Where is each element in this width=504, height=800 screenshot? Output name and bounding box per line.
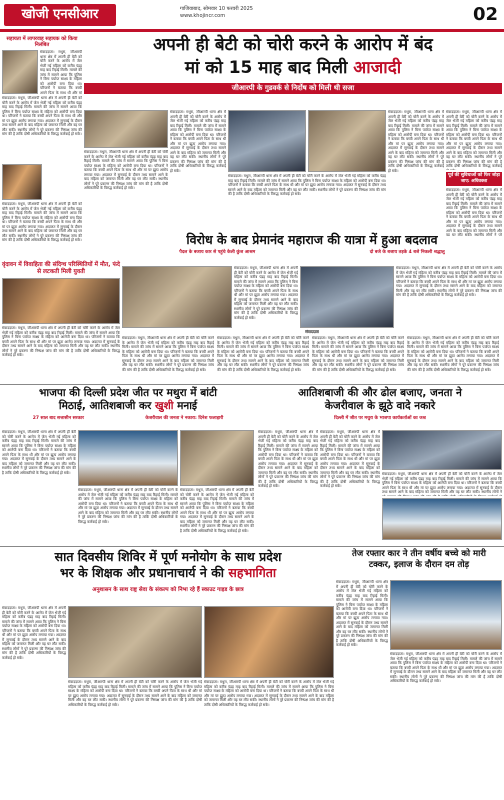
lead-text-5: संवाददाता। मथुरा, जीआरपी थाना क्षेत्र में अपनी ही बेटी को चोरी करने के आरोप में जेल भेजी गई महिला को करीब पंद्रह माह बाद रिहाई मिली। मामले की जांच में सामने आया कि पुलिस ने बिना पर्याप्त साक्ष्य के महिला को आरोपी बना दिया था। परिजनों ने बताया कि बच्ची अपने पिता के साथ थी और मां पर झूठा आरोप लगाया गया। अदालत में सुनवाई के दौरान तथ्य सामने आने के बाद महिला को जमानत मिली और वह घर लौट सकी। स्थानीय लोगों ने पूरे प्रकरण की निष्पक्ष जांच की मांग की है ताकि दोषी अधिकारियों के विरुद्ध कार्रवाई <box>446 110 502 168</box>
left-column <box>2 36 82 258</box>
right-col-head: पूर्व की सुविधाओं को फिर जोड़ा जाए: अधिवक्ता <box>446 172 502 186</box>
story6-body <box>336 580 502 798</box>
story3-head <box>2 387 254 427</box>
story5-head <box>2 549 334 603</box>
sidebar-photo <box>2 50 38 94</box>
story3-headline-1: भाजपा की दिल्ली प्रदेश जीत पर मथुरा में बांटी <box>39 387 217 399</box>
sidebar-photo-2 <box>2 164 42 200</box>
story3-headline-2 <box>2 400 254 413</box>
lead-headline-2-black: मां को 15 माह बाद मिली <box>184 58 348 78</box>
lead-headline-2 <box>84 56 502 80</box>
story6-headline-2: टक्कर, इलाज के दौरान दम तोड़ <box>368 560 470 570</box>
story4-headline-2: केजरीवाल के झूठे वादे नकारे <box>324 400 436 412</box>
story3-headline-2-black: मिठाई, आतिशबाजी कर <box>58 400 152 412</box>
story2-photo-1 <box>122 266 232 328</box>
story4-head <box>258 387 502 427</box>
story6-text-2: संवाददाता। मथुरा, जीआरपी थाना क्षेत्र में अपनी ही बेटी को चोरी करने के आरोप में जेल भेजी गई महिला को करीब पंद्रह माह बाद रिहाई मिली। मामले की जांच में सामने आया कि पुलिस ने बिना पर्याप्त साक्ष्य के महिला को आरोपी बना दिया था। परिजनों ने बताया कि बच्ची अपने पिता के साथ थी और मां पर झूठा आरोप लगाया गया। अदालत में सुनवाई के दौरान तथ्य सामने आने के बाद महिला को जमानत मिली और वह घर लौट सकी। स्थानीय लोगों ने पूरे प्रकरण की निष्पक्ष जांच की मांग की है ताकि दोषी अधिकारियों के विरुद्ध कार्रवाई हो सके। <box>390 652 502 683</box>
story4-photo-1 <box>382 430 502 470</box>
story5-headline-1: सात दिवसीय शिविर में पूर्ण मनोयोग के साथ प्रदेश <box>54 549 282 564</box>
story6-photo <box>390 580 502 650</box>
story4-text-2: संवाददाता। मथुरा, जीआरपी थाना क्षेत्र में अपनी ही बेटी को चोरी करने के आरोप में जेल भेजी गई महिला को करीब पंद्रह माह बाद रिहाई मिली। मामले की जांच में सामने आया कि पुलिस ने बिना पर्याप्त साक्ष्य के महिला को आरोपी बना दिया था। परिजनों ने बताया कि बच्ची अपने पिता के साथ थी और मां पर झूठा आरोप लगाया गया। अदालत में सुनवाई के दौरान तथ्य सामने आने के बाद महिला को जमानत मिली और वह घर लौट सकी। स्थानीय लोगों ने पूरे प्रकरण की निष्पक्ष जांच की मांग की है ताकि दोषी अधिकारियों के विरुद्ध कार्रवाई हो सके। <box>320 430 380 488</box>
side-story-text: संवाददाता। मथुरा, जीआरपी थाना क्षेत्र में अपनी ही बेटी को चोरी करने के आरोप में जेल भेजी गई महिला को करीब पंद्रह माह बाद रिहाई मिली। मामले की जांच में सामने आया कि पुलिस ने बिना पर्याप्त साक्ष्य के महिला को आरोपी बना दिया था। परिजनों ने बताया कि बच्ची अपने पिता के साथ थी और मां पर झूठा आरोप लगाया गया। अदालत में सुनवाई के दौरान तथ्य सामने आने के बाद महिला को जमानत मिली और वह घर लौट सकी। स्थानीय लोगों ने पूरे प्रकरण की निष्पक्ष जांच की मांग की है ताकि दोषी अधिकारियों के विरुद्ध कार्रवाई हो सके। <box>2 326 120 357</box>
lead-text-6: संवाददाता। मथुरा, जीआरपी थाना क्षेत्र में अपनी ही बेटी को चोरी करने के आरोप में जेल भेजी गई महिला को करीब पंद्रह माह बाद रिहाई मिली। मामले की जांच में सामने आया कि पुलिस ने बिना पर्याप्त साक्ष्य के महिला को आरोपी बना दिया था। परिजनों ने बताया कि बच्ची अपने पिता के साथ थी और मां पर झूठा आरोप लगाया गया। अदालत में सुनवाई के दौरान तथ्य सामने आने के बाद महिला को जमानत मिली और वह घर लौट सकी। स्थानीय लोगों ने पूरे <box>446 188 502 236</box>
section-divider-2 <box>0 546 504 547</box>
lead-headline-block <box>84 34 502 108</box>
story3-headline-2-red: खुशी <box>155 400 174 412</box>
sidebar-headline: सहायता में लापरवाह सहायक को किया निलंबित <box>6 36 78 48</box>
lead-headline-2-red: आजादी <box>353 58 402 78</box>
story5-headline-2-red: सहभागिता <box>228 565 277 580</box>
story2-sub-2: दो बजे के बजाय तड़के 4 बजे निकली श्रद्धालु <box>369 250 445 255</box>
story4-body <box>258 430 502 542</box>
story3-text-1: संवाददाता। मथुरा, जीआरपी थाना क्षेत्र में अपनी ही बेटी को चोरी करने के आरोप में जेल भेजी गई महिला को करीब पंद्रह माह बाद रिहाई मिली। मामले की जांच में सामने आया कि पुलिस ने बिना पर्याप्त साक्ष्य के महिला को आरोपी बना दिया था। परिजनों ने बताया कि बच्ची अपने पिता के साथ थी और मां पर झूठा आरोप लगाया गया। अदालत में सुनवाई के दौरान तथ्य सामने आने के बाद महिला को जमानत मिली और वह घर लौट सकी। स्थानीय लोगों ने पूरे प्रकरण की निष्पक्ष जांच की मांग की है ताकि दोषी अधिकारियों के विरुद्ध कार्रवाई हो सके। <box>2 430 76 475</box>
story4-headline-1: आतिशबाजी की और ढोल बजाए, जनता ने <box>298 387 462 399</box>
story3-text-3: संवाददाता। मथुरा, जीआरपी थाना क्षेत्र में अपनी ही बेटी को चोरी करने के आरोप में जेल भेजी गई महिला को करीब पंद्रह माह बाद रिहाई मिली। मामले की जांच में सामने आया कि पुलिस ने बिना पर्याप्त साक्ष्य के महिला को आरोपी बना दिया था। परिजनों ने बताया कि बच्ची अपने पिता के साथ थी और मां पर झूठा आरोप लगाया गया। अदालत में सुनवाई के दौरान तथ्य सामने आने के बाद महिला को जमानत मिली और वह घर लौट सकी। स्थानीय लोगों ने पूरे प्रकरण की निष्पक्ष जांच की मांग की है ताकि दोषी अधिकारियों के विरुद्ध कार्रवाई हो सके। <box>180 488 254 533</box>
masthead <box>0 0 504 32</box>
lead-text-3: संवाददाता। मथुरा, जीआरपी थाना क्षेत्र में अपनी ही बेटी को चोरी करने के आरोप में जेल भेजी गई महिला को करीब पंद्रह माह बाद रिहाई मिली। मामले की जांच में सामने आया कि पुलिस ने बिना पर्याप्त साक्ष्य के महिला को आरोपी बना दिया था। परिजनों ने बताया कि बच्ची अपने पिता के साथ थी और मां पर झूठा आरोप लगाया गया। अदालत में सुनवाई के दौरान तथ्य सामने आने के बाद महिला को जमानत मिली और वह घर लौट सकी। स्थानीय लोगों ने पूरे प्रकरण की निष्पक्ष जांच की मांग की है ताकि दोषी अधिकारियों के विरुद्ध कार्रवाई हो सके। <box>228 174 386 196</box>
story5-text-2: संवाददाता। मथुरा, जीआरपी थाना क्षेत्र में अपनी ही बेटी को चोरी करने के आरोप में जेल भेजी गई महिला को करीब पंद्रह माह बाद रिहाई मिली। मामले की जांच में सामने आया कि पुलिस ने बिना पर्याप्त साक्ष्य के महिला को आरोपी बना दिया था। परिजनों ने बताया कि बच्ची अपने पिता के साथ थी और मां पर झूठा आरोप लगाया गया। अदालत में सुनवाई के दौरान तथ्य सामने आने के बाद महिला को जमानत मिली और वह घर लौट सकी। स्थानीय लोगों ने पूरे प्रकरण की निष्पक्ष जांच की मांग की है ताकि दोषी अधिकारियों के विरुद्ध कार्रवाई हो सके। <box>68 680 202 707</box>
story3-photo-1 <box>78 430 178 486</box>
story4-text-1: संवाददाता। मथुरा, जीआरपी थाना क्षेत्र में अपनी ही बेटी को चोरी करने के आरोप में जेल भेजी गई महिला को करीब पंद्रह माह बाद रिहाई मिली। मामले की जांच में सामने आया कि पुलिस ने बिना पर्याप्त साक्ष्य के महिला को आरोपी बना दिया था। परिजनों ने बताया कि बच्ची अपने पिता के साथ थी और मां पर झूठा आरोप लगाया गया। अदालत में सुनवाई के दौरान तथ्य सामने आने के बाद महिला को जमानत मिली और वह घर लौट सकी। स्थानीय लोगों ने पूरे प्रकरण की निष्पक्ष जांच की मांग की है ताकि दोषी अधिकारियों के विरुद्ध कार्रवाई हो सके। <box>258 430 318 488</box>
story2-text-1: संवाददाता। मथुरा, जीआरपी थाना क्षेत्र में अपनी ही बेटी को चोरी करने के आरोप में जेल भेजी गई महिला को करीब पंद्रह माह बाद रिहाई मिली। मामले की जांच में सामने आया कि पुलिस ने बिना पर्याप्त साक्ष्य के महिला को आरोपी बना दिया था। परिजनों ने बताया कि बच्ची अपने पिता के साथ थी और मां पर झूठा आरोप लगाया गया। अदालत में सुनवाई के दौरान तथ्य सामने आने के बाद महिला को जमानत मिली और वह घर लौट सकी। स्थानीय लोगों ने पूरे प्रकरण की निष्पक्ष जांच की मांग की है ताकि दोषी अधिकारियों के विरुद्ध कार्रवाई हो सके। <box>234 266 298 320</box>
story4-text-3: संवाददाता। मथुरा, जीआरपी थाना क्षेत्र में अपनी ही बेटी को चोरी करने के आरोप में जेल भेजी गई महिला को करीब पंद्रह माह बाद रिहाई मिली। मामले की जांच में सामने आया कि पुलिस ने बिना पर्याप्त साक्ष्य के महिला को आरोपी बना दिया था। परिजनों ने बताया कि बच्ची अपने पिता के साथ थी और मां पर झूठा आरोप लगाया गया। अदालत में सुनवाई के दौरान तथ्य सामने आने के बाद महिला को जमानत मिली और वह घर लौट सकी। स्थानीय लोगों ने <box>382 472 502 494</box>
story2-text-6: संवाददाता। मथुरा, जीआरपी थाना क्षेत्र में अपनी ही बेटी को चोरी करने के आरोप में जेल भेजी गई महिला को करीब पंद्रह माह बाद रिहाई मिली। मामले की जांच में सामने आया कि पुलिस ने बिना पर्याप्त साक्ष्य के महिला को आरोपी बना दिया था। परिजनों ने बताया कि बच्ची अपने पिता के साथ थी और मां पर झूठा आरोप लगाया गया। अदालत में सुनवाई के दौरान तथ्य सामने आने के बाद महिला को जमानत मिली और वह घर लौट सकी। स्थानीय लोगों ने पूरे प्रकरण की निष्पक्ष जांच की मांग की है ताकि दोषी अधिकारियों के विरुद्ध कार्रवाई हो सके। <box>407 336 499 372</box>
story5-headline-2 <box>2 565 334 581</box>
story3-headline-2-end: मनाई <box>177 400 198 412</box>
story5-headline-2-black: भर के शिक्षक और प्रधानाचार्य ने की <box>59 565 225 580</box>
story2-text-4: संवाददाता। मथुरा, जीआरपी थाना क्षेत्र में अपनी ही बेटी को चोरी करने के आरोप में जेल भेजी गई महिला को करीब पंद्रह माह बाद रिहाई मिली। मामले की जांच में सामने आया कि पुलिस ने बिना पर्याप्त साक्ष्य के महिला को आरोपी बना दिया था। परिजनों ने बताया कि बच्ची अपने पिता के साथ थी और मां पर झूठा आरोप लगाया गया। अदालत में सुनवाई के दौरान तथ्य सामने आने के बाद महिला को जमानत मिली और वह घर लौट सकी। स्थानीय लोगों ने पूरे प्रकरण की निष्पक्ष जांच की मांग की है ताकि दोषी अधिकारियों के विरुद्ध कार्रवाई हो सके। <box>217 336 309 372</box>
lead-text-2: संवाददाता। मथुरा, जीआरपी थाना क्षेत्र में अपनी ही बेटी को चोरी करने के आरोप में जेल भेजी गई महिला को करीब पंद्रह माह बाद रिहाई मिली। मामले की जांच में सामने आया कि पुलिस ने बिना पर्याप्त साक्ष्य के महिला को आरोपी बना दिया था। परिजनों ने बताया कि बच्ची अपने पिता के साथ थी और मां पर झूठा आरोप लगाया गया। अदालत में सुनवाई के दौरान तथ्य सामने आने के बाद महिला को जमानत मिली और वह घर लौट सकी। स्थानीय लोगों ने पूरे प्रकरण की निष्पक्ष जांच की मांग की है ताकि दोषी अधिकारियों के विरुद्ध कार्रवाई हो सके। <box>170 110 226 173</box>
story5-body <box>2 606 334 798</box>
story3-sub-2: केजरीवाल की जनता ने नकारा: दिनेश फलाहारी <box>145 416 224 421</box>
side-story <box>2 262 120 382</box>
side-story-photo <box>2 278 120 324</box>
page-number: 02 <box>472 4 498 25</box>
story2-head <box>122 232 502 262</box>
newspaper-logo: खोजी एनसीआर <box>4 4 116 26</box>
lead-photo-2 <box>228 110 306 172</box>
sidebar-text-3: संवाददाता। मथुरा, जीआरपी थाना क्षेत्र में अपनी ही बेटी को चोरी करने के आरोप में जेल भेजी गई महिला को करीब पंद्रह माह बाद रिहाई मिली। मामले की जांच में सामने आया कि पुलिस ने बिना पर्याप्त साक्ष्य के महिला को आरोपी बना दिया था। परिजनों ने बताया कि बच्ची अपने पिता के साथ थी और मां पर झूठा आरोप लगाया गया। अदालत में सुनवाई के दौरान तथ्य सामने आने के बाद महिला को जमानत मिली और वह घर लौट सकी। स्थानीय लोगों ने पूरे प्रकरण की निष्पक्ष जांच की मांग की है ताकि दोषी अधिकारियों के विरुद्ध कार्रवाई हो सके। <box>2 202 82 242</box>
story5-photo-1 <box>68 606 202 678</box>
story5-photo-2 <box>204 606 334 678</box>
story5-sub: अनुशासन के साथ राष्ट्र सेवा के संकल्प को निभा रहे हैं स्काउट गाइड के छात्र <box>92 587 244 593</box>
story3-text-2: संवाददाता। मथुरा, जीआरपी थाना क्षेत्र में अपनी ही बेटी को चोरी करने के आरोप में जेल भेजी गई महिला को करीब पंद्रह माह बाद रिहाई मिली। मामले की जांच में सामने आया कि पुलिस ने बिना पर्याप्त साक्ष्य के महिला को आरोपी बना दिया था। परिजनों ने बताया कि बच्ची अपने पिता के साथ थी और मां पर झूठा आरोप लगाया गया। अदालत में सुनवाई के दौरान तथ्य सामने आने के बाद महिला को जमानत मिली और वह घर लौट सकी। स्थानीय लोगों ने पूरे प्रकरण की निष्पक्ष जांच की मांग की है ताकि दोषी अधिकारियों के विरुद्ध कार्रवाई हो सके। <box>78 488 178 524</box>
dateline <box>180 6 253 20</box>
side-story-headline: वृंदावन में विवाहिता की संदिग्ध परिस्थितियों में मौत, फंदे से लटकती मिली युवती <box>2 262 121 275</box>
story3-photo-2 <box>180 430 254 486</box>
lead-photo-3 <box>308 110 386 172</box>
section-divider-1 <box>0 384 504 385</box>
story3-body <box>2 430 254 542</box>
story6-headline-1: तेज रफ्तार कार ने तीन वर्षीय बच्चे को मारी <box>351 549 486 559</box>
story4-sub: दिल्ली में जीत पर मथुरा के भाजपा कार्यकर्ताओं का जश्न <box>334 416 426 421</box>
lead-text-4: संवाददाता। मथुरा, जीआरपी थाना क्षेत्र में अपनी ही बेटी को चोरी करने के आरोप में जेल भेजी गई महिला को करीब पंद्रह माह बाद रिहाई मिली। मामले की जांच में सामने आया कि पुलिस ने बिना पर्याप्त साक्ष्य के महिला को आरोपी बना दिया था। परिजनों ने बताया कि बच्ची अपने पिता के साथ थी और मां पर झूठा आरोप लगाया गया। अदालत में सुनवाई के दौरान तथ्य सामने आने के बाद महिला को जमानत मिली और वह घर लौट सकी। स्थानीय लोगों ने पूरे प्रकरण की निष्पक्ष जांच की मांग की है ताकि दोषी अधिकारियों के विरुद्ध कार्रवाई हो सके। <box>388 110 444 173</box>
story2-text-3: संवाददाता। मथुरा, जीआरपी थाना क्षेत्र में अपनी ही बेटी को चोरी करने के आरोप में जेल भेजी गई महिला को करीब पंद्रह माह बाद रिहाई मिली। मामले की जांच में सामने आया कि पुलिस ने बिना पर्याप्त साक्ष्य के महिला को आरोपी बना दिया था। परिजनों ने बताया कि बच्ची अपने पिता के साथ थी और मां पर झूठा आरोप लगाया गया। अदालत में सुनवाई के दौरान तथ्य सामने आने के बाद महिला को जमानत मिली और वह घर लौट सकी। स्थानीय लोगों ने पूरे प्रकरण की निष्पक्ष जांच की मांग की है ताकि दोषी अधिकारियों के विरुद्ध कार्रवाई हो सके। <box>122 336 214 372</box>
story5-text-3: संवाददाता। मथुरा, जीआरपी थाना क्षेत्र में अपनी ही बेटी को चोरी करने के आरोप में जेल भेजी गई महिला को करीब पंद्रह माह बाद रिहाई मिली। मामले की जांच में सामने आया कि पुलिस ने बिना पर्याप्त साक्ष्य के महिला को आरोपी बना दिया था। परिजनों ने बताया कि बच्ची अपने पिता के साथ थी और मां पर झूठा आरोप लगाया गया। अदालत में सुनवाई के दौरान तथ्य सामने आने के बाद महिला को जमानत मिली और वह घर लौट सकी। स्थानीय लोगों ने पूरे प्रकरण की निष्पक्ष जांच की मांग की है ताकि दोषी अधिकारियों के विरुद्ध कार्रवाई हो सके। <box>204 680 334 707</box>
story2-caption: संवाददाता <box>305 329 319 334</box>
story5-text-1: संवाददाता। मथुरा, जीआरपी थाना क्षेत्र में अपनी ही बेटी को चोरी करने के आरोप में जेल भेजी गई महिला को करीब पंद्रह माह बाद रिहाई मिली। मामले की जांच में सामने आया कि पुलिस ने बिना पर्याप्त साक्ष्य के महिला को आरोपी बना दिया था। परिजनों ने बताया कि बच्ची अपने पिता के साथ थी और मां पर झूठा आरोप लगाया गया। अदालत में सुनवाई के दौरान तथ्य सामने आने के बाद महिला को जमानत मिली और वह घर लौट सकी। स्थानीय लोगों ने पूरे प्रकरण की निष्पक्ष जांच की मांग की है ताकि दोषी अधिकारियों के विरुद्ध कार्रवाई हो सके। <box>2 606 66 660</box>
story2-body <box>122 266 502 382</box>
story4-photo-2 <box>382 498 502 540</box>
lead-headline-1: अपनी ही बेटी को चोरी करने के आरोप में बंद <box>153 35 433 55</box>
lead-right-col <box>446 110 502 236</box>
lead-photos <box>228 110 386 230</box>
story2-photo-2 <box>300 266 394 328</box>
dateline-date: गाजियाबाद, सोमवार 10 फरवरी 2025 <box>180 6 253 12</box>
sidebar-text: संवाददाता। मथुरा, जीआरपी थाना क्षेत्र में अपनी ही बेटी को चोरी करने के आरोप में जेल भेजी गई महिला को करीब पंद्रह माह बाद रिहाई मिली। मामले की जांच में सामने आया कि पुलिस ने बिना पर्याप्त साक्ष्य के महिला को आरोपी बना दिया था। परिजनों ने बताया कि बच्ची अपने पिता के साथ थी और मां <box>40 50 82 94</box>
dateline-website: www.khojincr.com <box>180 13 226 19</box>
story2-headline: विरोध के बाद प्रेमानंद महाराज की यात्रा में हुआ बदलाव <box>186 232 438 247</box>
lead-subhead: जीआरपी के गुडवर्क से निर्दोष को मिली थी सजा <box>84 83 502 94</box>
story2-text-5: संवाददाता। मथुरा, जीआरपी थाना क्षेत्र में अपनी ही बेटी को चोरी करने के आरोप में जेल भेजी गई महिला को करीब पंद्रह माह बाद रिहाई मिली। मामले की जांच में सामने आया कि पुलिस ने बिना पर्याप्त साक्ष्य के महिला को आरोपी बना दिया था। परिजनों ने बताया कि बच्ची अपने पिता के साथ थी और मां पर झूठा आरोप लगाया गया। अदालत में सुनवाई के दौरान तथ्य सामने आने के बाद महिला को जमानत मिली और वह घर लौट सकी। स्थानीय लोगों ने पूरे प्रकरण की निष्पक्ष जांच की मांग की है ताकि दोषी अधिकारियों के विरुद्ध कार्रवाई हो सके। <box>312 336 404 372</box>
story6-text-1: संवाददाता। मथुरा, जीआरपी थाना क्षेत्र में अपनी ही बेटी को चोरी करने के आरोप में जेल भेजी गई महिला को करीब पंद्रह माह बाद रिहाई मिली। मामले की जांच में सामने आया कि पुलिस ने बिना पर्याप्त साक्ष्य के महिला को आरोपी बना दिया था। परिजनों ने बताया कि बच्ची अपने पिता के साथ थी और मां पर झूठा आरोप लगाया गया। अदालत में सुनवाई के दौरान तथ्य सामने आने के बाद महिला को जमानत मिली और वह घर लौट सकी। स्थानीय लोगों ने पूरे प्रकरण की निष्पक्ष जांच की मांग की है ताकि दोषी अधिकारियों के विरुद्ध कार्रवाई हो सके। <box>336 580 388 647</box>
story2-sub-1: पैदल के बजाय कार से पहुंचे केली कुंज आश्रम <box>179 250 256 255</box>
story3-sub-1: 27 साल बाद सत्तासीन सरकार <box>32 416 84 421</box>
story2-text-2: संवाददाता। मथुरा, जीआरपी थाना क्षेत्र में अपनी ही बेटी को चोरी करने के आरोप में जेल भेजी गई महिला को करीब पंद्रह माह बाद रिहाई मिली। मामले की जांच में सामने आया कि पुलिस ने बिना पर्याप्त साक्ष्य के महिला को आरोपी बना दिया था। परिजनों ने बताया कि बच्ची अपने पिता के साथ थी और मां पर झूठा आरोप लगाया गया। अदालत में सुनवाई के दौरान तथ्य सामने आने के बाद महिला को जमानत मिली और वह घर लौट सकी। स्थानीय लोगों ने पूरे प्रकरण की निष्पक्ष जांच की मांग की है ताकि दोषी अधिकारियों के विरुद्ध कार्रवाई हो सके। <box>396 266 502 297</box>
sidebar-text-2: संवाददाता। मथुरा, जीआरपी थाना क्षेत्र में अपनी ही बेटी को चोरी करने के आरोप में जेल भेजी गई महिला को करीब पंद्रह माह बाद रिहाई मिली। मामले की जांच में सामने आया कि पुलिस ने बिना पर्याप्त साक्ष्य के महिला को आरोपी बना दिया था। परिजनों ने बताया कि बच्ची अपने पिता के साथ थी और मां पर झूठा आरोप लगाया गया। अदालत में सुनवाई के दौरान तथ्य सामने आने के बाद महिला को जमानत मिली और वह घर लौट सकी। स्थानीय लोगों ने पूरे प्रकरण की निष्पक्ष जांच की मांग की है ताकि दोषी अधिकारियों के विरुद्ध कार्रवाई हो सके। <box>2 96 82 136</box>
lead-text-1: संवाददाता। मथुरा, जीआरपी थाना क्षेत्र में अपनी ही बेटी को चोरी करने के आरोप में जेल भेजी गई महिला को करीब पंद्रह माह बाद रिहाई मिली। मामले की जांच में सामने आया कि पुलिस ने बिना पर्याप्त साक्ष्य के महिला को आरोपी बना दिया था। परिजनों ने बताया कि बच्ची अपने पिता के साथ थी और मां पर झूठा आरोप लगाया गया। अदालत में सुनवाई के दौरान तथ्य सामने आने के बाद महिला को जमानत मिली और वह घर लौट सकी। स्थानीय लोगों ने पूरे प्रकरण की निष्पक्ष जांच की मांग की है ताकि दोषी अधिकारियों के विरुद्ध कार्रवाई हो सके। <box>84 150 168 190</box>
lead-photo-1 <box>84 110 168 148</box>
lead-body-col-1 <box>84 110 168 230</box>
